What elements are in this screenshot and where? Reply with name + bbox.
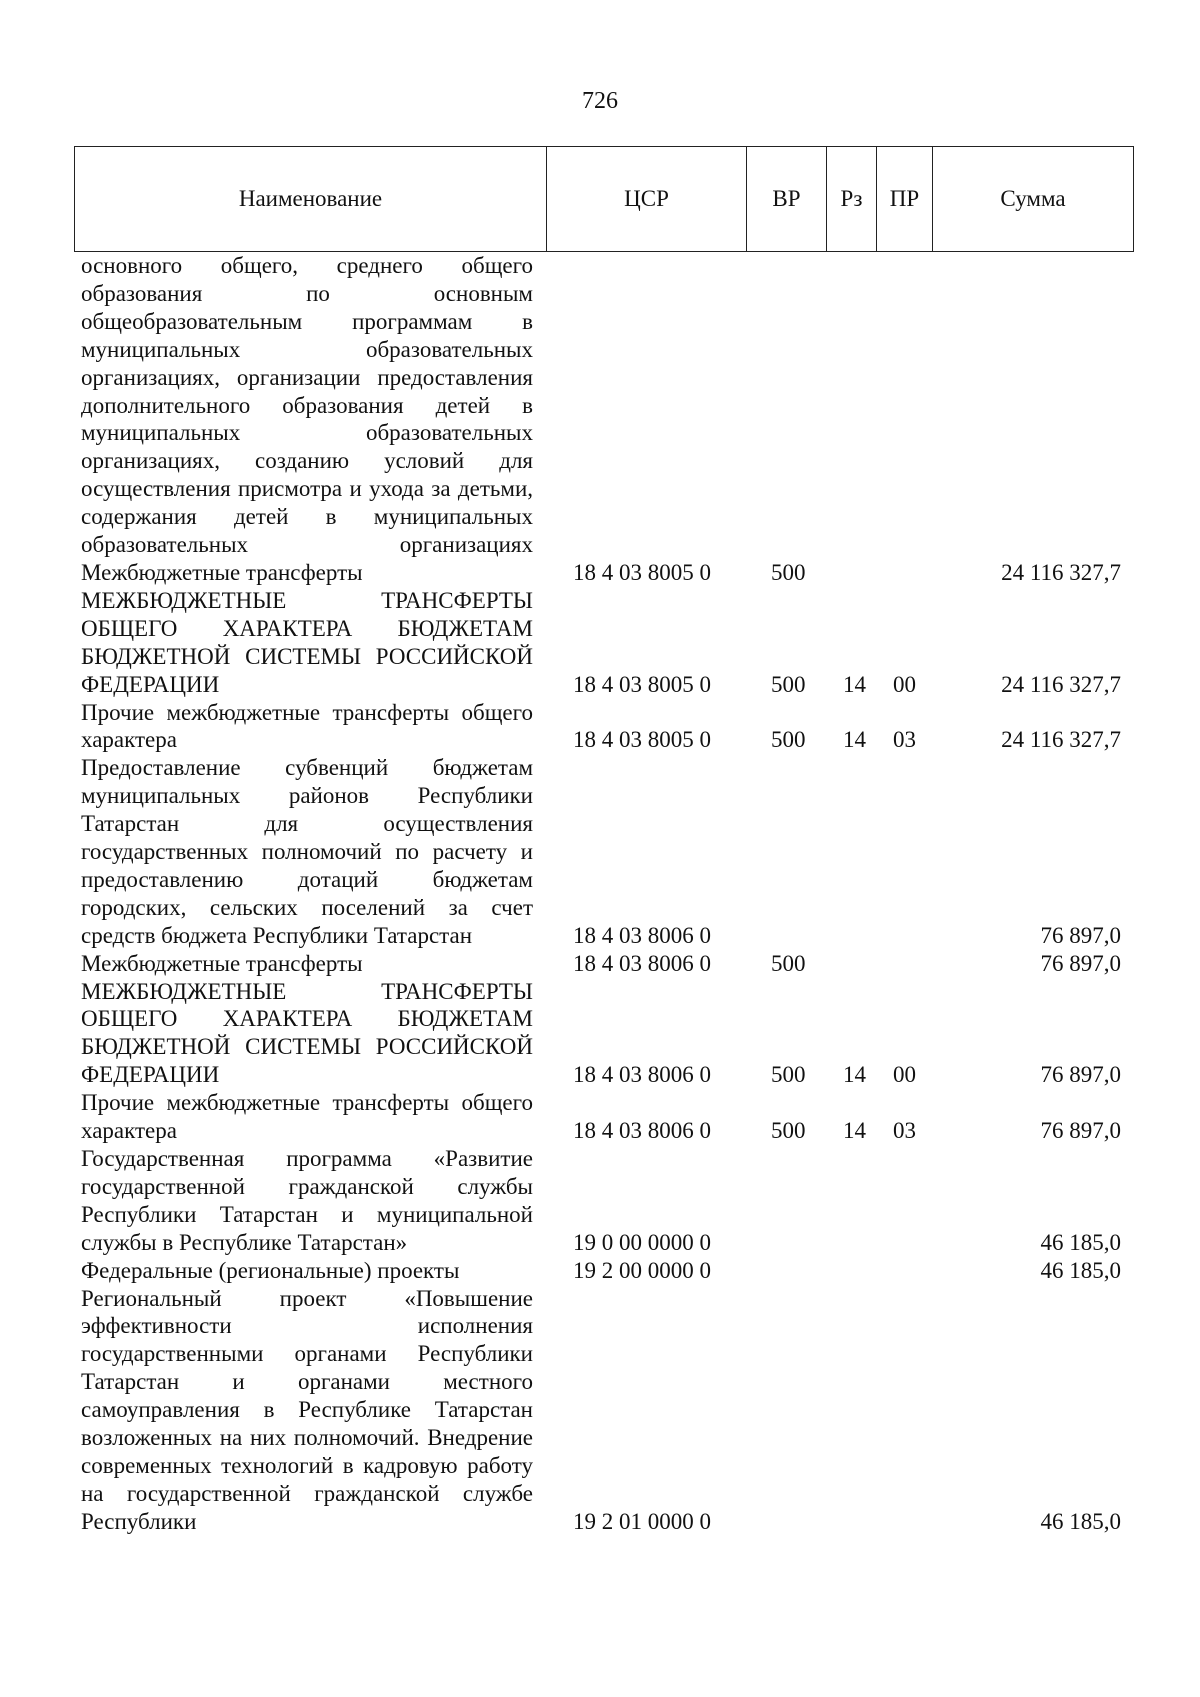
row-pr: 00	[893, 1062, 916, 1088]
table-row	[81, 559, 1121, 587]
row-csr: 18 4 03 8006 0	[573, 950, 711, 976]
table-row	[81, 978, 1121, 1090]
row-name: МЕЖБЮДЖЕТНЫЕ ТРАНСФЕРТЫ ОБЩЕГО ХАРАКТЕРА БЮДЖЕТАМ БЮДЖЕТНОЙ СИСТЕМЫ РОССИЙСКОЙ ФЕДЕРАЦИИ	[81, 978, 533, 1088]
row-name: МЕЖБЮДЖЕТНЫЕ ТРАНСФЕРТЫ ОБЩЕГО ХАРАКТЕРА БЮДЖЕТАМ БЮДЖЕТНОЙ СИСТЕМЫ РОССИЙСКОЙ ФЕДЕРАЦИИ	[81, 587, 533, 697]
header-sum: Сумма	[1000, 186, 1066, 211]
row-vr: 500	[771, 1118, 806, 1144]
row-rz: 14	[843, 1118, 866, 1144]
row-csr: 18 4 03 8006 0	[573, 1062, 711, 1088]
row-vr: 500	[771, 559, 806, 585]
table-body	[81, 252, 1121, 1536]
row-csr: 19 0 00 0000 0	[573, 1229, 711, 1255]
row-name: Межбюджетные трансферты	[81, 559, 363, 585]
row-vr: 500	[771, 950, 806, 976]
row-sum: 46 185,0	[1040, 1257, 1121, 1283]
row-name: Предоставление субвенций бюджетам муниципальных районов Республики Татарстан для осуществления государственных полномочий по расчету и предоставлению дотаций бюджетам городских, сельских поселений за счет средств бюджета Республики Татарстан	[81, 755, 533, 948]
table-row	[81, 252, 1121, 559]
header-rz: Рз	[827, 147, 877, 251]
row-csr: 18 4 03 8005 0	[573, 671, 711, 697]
row-vr: 500	[771, 671, 806, 697]
row-sum: 76 897,0	[1040, 950, 1121, 976]
row-sum: 76 897,0	[1040, 922, 1121, 948]
table-row	[81, 1145, 1121, 1257]
row-name: Региональный проект «Повышение эффективности исполнения государственными органами Республики Татарстан и органами местного самоуправления в Республике Татарстан возложенных на них полномочий. Внедрение современных технологий в кадровую работу на государственной гражданской службе Республики	[81, 1285, 533, 1534]
row-pr: 03	[893, 727, 916, 753]
row-rz: 14	[843, 671, 866, 697]
header-name: Наименование	[75, 147, 547, 251]
row-rz: 14	[843, 727, 866, 753]
table-row	[81, 1285, 1121, 1536]
row-name: Федеральные (региональные) проекты	[81, 1257, 460, 1283]
row-csr: 18 4 03 8005 0	[573, 727, 711, 753]
row-name: Прочие межбюджетные трансферты общего характера	[81, 699, 533, 753]
row-sum: 24 116 327,7	[1001, 671, 1121, 697]
row-csr: 18 4 03 8005 0	[573, 559, 711, 585]
header-vr: ВР	[747, 147, 827, 251]
row-vr: 500	[771, 1062, 806, 1088]
row-name: основного общего, среднего общего образования по основным общеобразовательным программам в муниципальных образовательных организациях, организации предоставления дополнительного образования детей в муниципальных образовательных организациях, созданию условий для осуществления присмотра и ухода за детьми, содержания детей в муниципальных образовательных организациях	[81, 253, 533, 558]
row-csr: 18 4 03 8006 0	[573, 1118, 711, 1144]
table-row	[81, 754, 1121, 949]
header-csr: ЦСР	[547, 147, 747, 251]
row-name: Межбюджетные трансферты	[81, 950, 363, 976]
table-row	[81, 587, 1121, 699]
row-name: Государственная программа «Развитие государственной гражданской службы Республики Татарстан и муниципальной службы в Республике Татарстан»	[81, 1146, 533, 1255]
row-pr: 03	[893, 1118, 916, 1144]
table-row	[81, 699, 1121, 755]
row-name: Прочие межбюджетные трансферты общего характера	[81, 1090, 533, 1144]
row-sum: 24 116 327,7	[1001, 559, 1121, 585]
row-vr: 500	[771, 727, 806, 753]
row-sum: 76 897,0	[1040, 1118, 1121, 1144]
row-pr: 00	[893, 671, 916, 697]
row-sum: 46 185,0	[1040, 1229, 1121, 1255]
row-csr: 19 2 01 0000 0	[573, 1508, 711, 1534]
row-csr: 18 4 03 8006 0	[573, 922, 711, 948]
row-sum: 76 897,0	[1040, 1062, 1121, 1088]
row-sum: 46 185,0	[1040, 1508, 1121, 1534]
row-sum: 24 116 327,7	[1001, 727, 1121, 753]
table-header	[74, 146, 1134, 252]
page-number: 726	[582, 88, 618, 114]
row-csr: 19 2 00 0000 0	[573, 1257, 711, 1283]
table-row	[81, 1089, 1121, 1145]
table-row	[81, 1257, 1121, 1285]
header-pr: ПР	[877, 147, 933, 251]
row-rz: 14	[843, 1062, 866, 1088]
table-row	[81, 950, 1121, 978]
